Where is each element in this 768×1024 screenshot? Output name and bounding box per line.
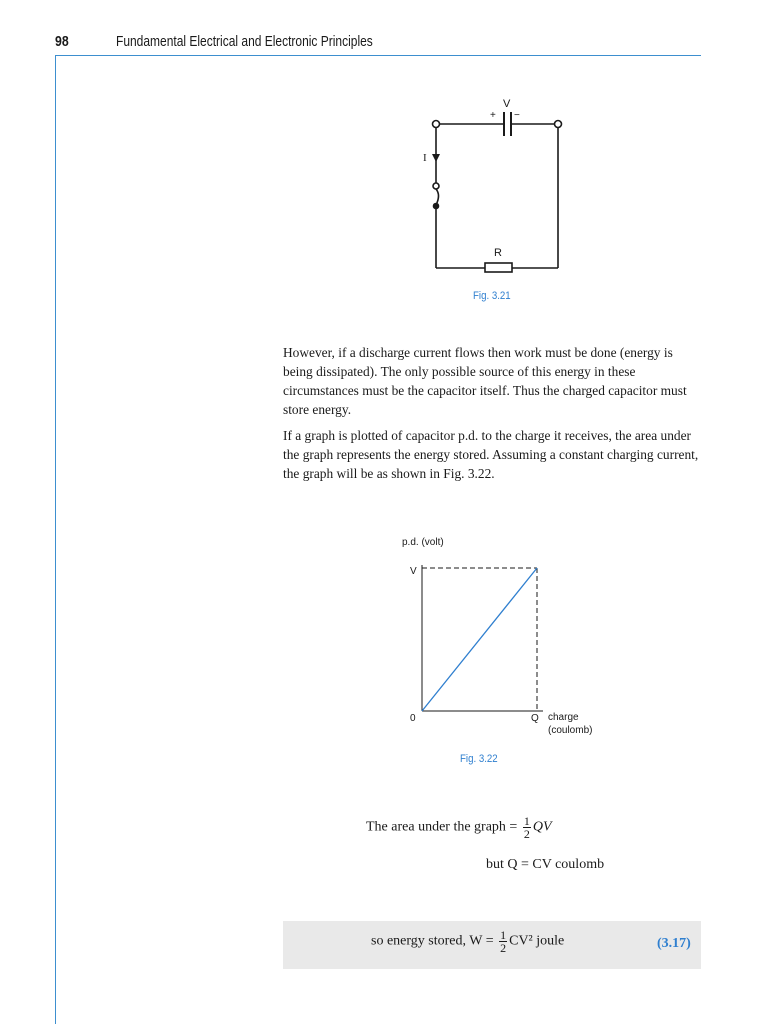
label-plus: +: [490, 110, 496, 121]
equation-number: (3.17): [657, 936, 691, 951]
page-number: 98: [55, 33, 69, 50]
energy-equation-suffix: CV² joule: [509, 933, 565, 949]
area-equation-suffix: QV: [532, 819, 552, 835]
x-tick-0: 0: [410, 713, 416, 724]
y-tick-v: V: [410, 566, 417, 577]
resistor: [485, 263, 512, 272]
label-i: I: [423, 152, 427, 164]
fraction-numerator: 1: [523, 814, 530, 828]
fig-3-21-caption: Fig. 3.21: [473, 290, 511, 302]
fraction-denominator: 2: [523, 827, 530, 841]
paragraph-1: However, if a discharge current flows then work must be done (energy is being dissipated). The only possible source of this energy in these circumstances must be the capacitor itself. Thus the charged capacitor must store energy.: [283, 345, 687, 417]
half-fraction: [523, 815, 531, 840]
running-header-title: Fundamental Electrical and Electronic Principles: [116, 33, 373, 50]
terminal-top-right: [555, 121, 562, 128]
current-arrow-icon: [432, 154, 440, 162]
circuit-diagram-fig-3-21: [0, 0, 768, 300]
x-axis-label-line1: charge: [548, 712, 579, 723]
label-r: R: [494, 247, 502, 259]
x-tick-q: Q: [531, 713, 539, 724]
switch-blade: [436, 189, 439, 205]
terminal-top-left: [433, 121, 440, 128]
pd-vs-charge-graph: [0, 520, 768, 750]
paragraph-2: If a graph is plotted of capacitor p.d. to the charge it receives, the area under the graph represents the energy stored. Assuming a constant charging current, the graph will be as shown in Fig. 3.22.: [283, 428, 699, 481]
fraction-numerator-energy: 1: [500, 928, 507, 942]
area-equation: [366, 815, 552, 840]
label-minus: −: [514, 110, 520, 121]
half-fraction-energy: [499, 929, 507, 954]
energy-equation-prefix: so energy stored, W =: [371, 933, 494, 949]
energy-equation: [371, 929, 564, 954]
area-equation-prefix: The area under the graph =: [366, 819, 518, 835]
label-v: V: [503, 98, 511, 110]
fraction-denominator-energy: 2: [500, 941, 507, 955]
fig-3-22-caption: Fig. 3.22: [460, 753, 498, 765]
switch-contact-top: [433, 183, 439, 189]
series-line: [422, 568, 537, 711]
x-axis-label-line2: (coulomb): [548, 725, 593, 736]
charge-relation: but Q = CV coulomb: [486, 857, 605, 872]
y-axis-label: p.d. (volt): [402, 537, 444, 548]
